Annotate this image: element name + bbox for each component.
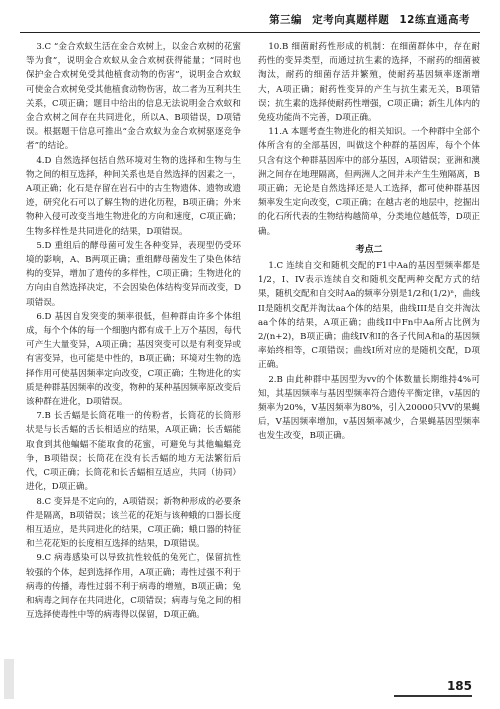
footer-rule	[394, 695, 472, 697]
right-column	[258, 40, 480, 444]
header-part: 第三编	[269, 14, 303, 26]
answer-paragraph: 10.B 细菌耐药性形成的机制：在细菌群体中，存在耐药性的变异类型，而通过抗生素的选择，不耐药的细菌被淘汰，耐药的细菌存活并繁殖，使耐药基因频率逐渐增大，A项正确；耐药性变异的产生与抗生素无关，B项错误；抗生素的选择使耐药性增强，C项正确；新生儿体内的免疫功能尚不完善，D项正确。	[258, 42, 480, 124]
header-text	[263, 12, 470, 27]
answer-paragraph: 7.B 长舌蝠是长筒花唯一的传粉者，长筒花的长筒形状是与长舌蝠的舌长相适应的结果，A项正确；长舌蝠能取食到其他蝙蝠不能取食的花蜜，可避免与其他蝙蝠竞争，B项错误；长筒花在没有长舌蝠的地方无法繁衍后代，C项正确；长筒花和长舌蝠相互适应，共同（协同）进化，D项正确。	[26, 411, 241, 493]
answer-paragraph: 4.D 自然选择包括自然环境对生物的选择和生物与生物之间的相互选择，种间关系也是自然选择的因素之一，A项正确；化石是存留在岩石中的古生物遗体、遗物或遗迹，研究化石可以了解生物的进化历程，B项正确；外来物种入侵可改变当地生物进化的方向和速度，C项正确；生物多样性是共同进化的结果，D项错误。	[26, 155, 241, 237]
answer-paragraph: 3.C “金合欢蚁生活在金合欢树上，以金合欢树的花蜜等为食”，说明金合欢蚁从金合欢树获得能量；“同时也保护金合欢树免受其他植食动物的伤害”，说明金合欢蚁可使金合欢树免受其他植食动物伤害，故二者为互利共生关系，C项正确；题目中给出的信息无法说明金合欢蚁和金合欢树之间存在共同进化，所以A、B项错误，D项错误。根据题干信息可推出“金合欢蚁为金合欢树驱逐竞争者”的结论。	[26, 42, 241, 152]
answer-paragraph: 2.B 由此种群中基因型为vv的个体数量长期维持4%可知，其基因频率与基因型频率符合遗传平衡定律，v基因的频率为20%，V基因频率为80%，引入20000只VV的果蝇后，V基因频率增加，v基因频率减少，合果蝇基因型频率也发生改变，B项正确。	[258, 374, 480, 442]
page-number: 185	[446, 679, 472, 693]
header-title: 定考向真题样题	[312, 14, 390, 26]
page-edge-mark	[4, 659, 14, 699]
page-header	[0, 0, 500, 34]
answer-paragraph: 8.C 变异是不定向的，A项错误；新物种形成的必要条件是隔离，B项错误；该兰花的花矩与该种蛾的口器长度相互适应，是共同进化的结果，C项正确；蛾口器的特征和兰花花矩的长度相互选择的结果，D项错误。	[26, 496, 241, 550]
header-rule	[20, 32, 480, 33]
answer-paragraph: 1.C 连续自交和随机交配的F1中Aa的基因型频率都是1/2，I、IV表示连续自交和随机交配两种交配方式的结果，随机交配和自交时Aa的频率分别是1/2和(1/2)ⁿ，曲线II是随机交配并淘汰aa个体的结果，曲线III是自交并淘汰aa个体的结果，A项正确；曲线II中Fn中Aa所占比例为2/(n+2)，B项正确；曲线IV和I的各子代间A和a的基因频率始终相等，C项错误；曲线I所对应的是随机交配，D项正确。	[258, 261, 480, 371]
answer-paragraph: 11.A 本题考查生物进化的相关知识。一个种群中全部个体所含有的全部基因，叫做这个种群的基因库，每个个体只含有这个种群基因库中的部分基因，A项错误；亚洲和澳洲之间存在地理隔离，但两洲人之间并未产生生殖隔离，B项正确；无论是自然选择还是人工选择，都可使种群基因频率发生定向改变，C项正确；在越古老的地层中，挖掘出的化石所代表的生物结构越简单，分类地位越低等，D项正确。	[258, 127, 480, 237]
left-column	[26, 40, 241, 622]
answer-paragraph: 5.D 重组后的酵母菌可发生各种变异，表现型仍受环境的影响，A、B两项正确；重组酵母菌发生了染色体结构的变异，增加了遗传的多样性，C项正确；生物进化的方向由自然选择决定，不会因染色体结构变异而改变，D项错误。	[26, 240, 241, 308]
answer-paragraph: 9.C 病毒感染可以导致抗性较低的兔死亡，保留抗性较强的个体，起到选择作用，A项正确；毒性过强不利于病毒的传播，毒性过弱不利于病毒的增殖，B项正确；兔和病毒之间存在共同进化，C项错误；病毒与兔之间的相互选择使毒性中等的病毒得以保留，D项正确。	[26, 553, 241, 621]
answer-paragraph: 6.D 基因自发突变的频率很低，但种群由许多个体组成，每个个体的每一个细胞内都有成千上万个基因，每代可产生大量变异，A项正确；基因突变可以是有利变异或有害变异，也可能是中性的，B项正确；环境对生物的选择作用可使基因频率定向改变，C项正确；生物进化的实质是种群基因频率的改变，物种的某种基因频率原改变后该种群在进化，D项错误。	[26, 311, 241, 408]
section-title: 考点二	[355, 244, 383, 255]
header-series: 12练直通高考	[399, 14, 470, 26]
